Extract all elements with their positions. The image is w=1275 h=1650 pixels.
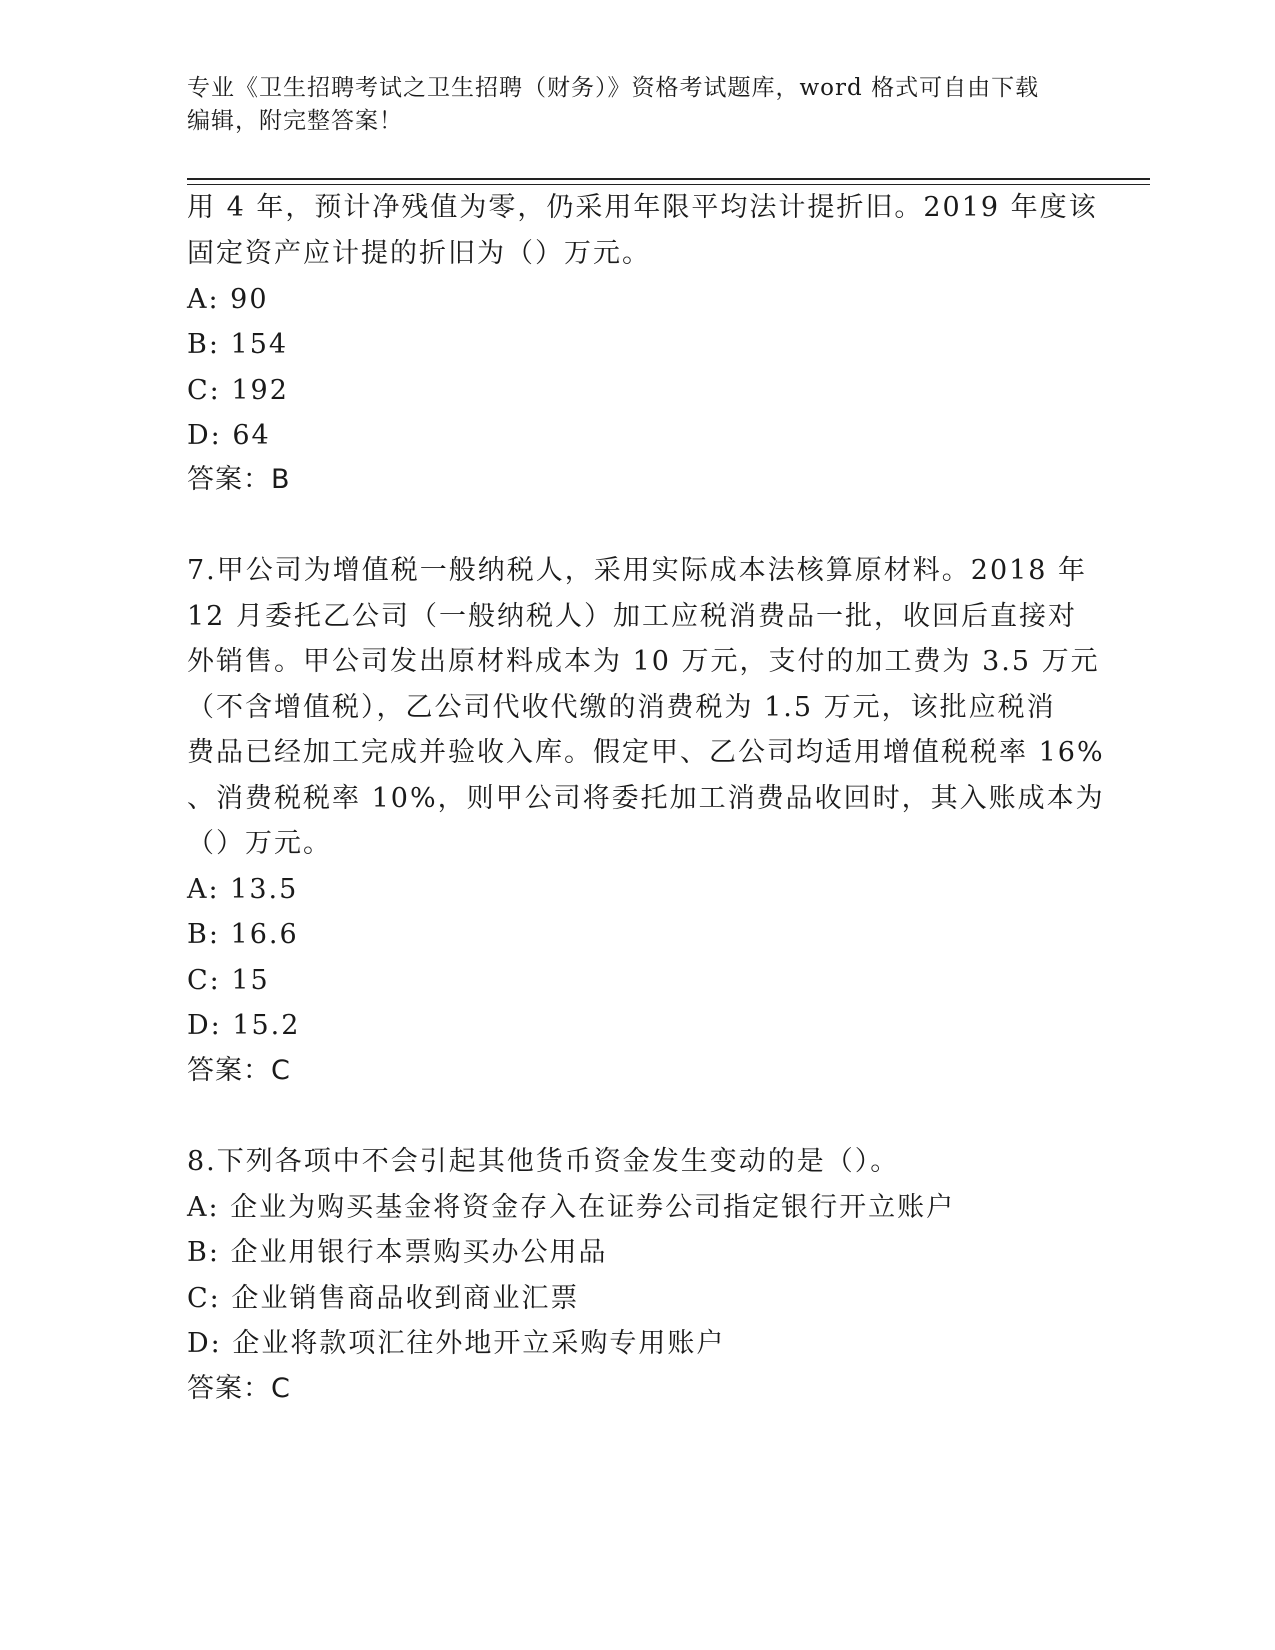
q8-answer: 答案：C xyxy=(187,1373,291,1404)
q6-answer: 答案：B xyxy=(187,464,291,495)
q7-option-c: C: 15 xyxy=(187,965,270,996)
q7-stem-line-3: 外销售。甲公司发出原材料成本为 10 万元，支付的加工费为 3.5 万元 xyxy=(187,646,1100,677)
header-divider-bottom xyxy=(187,184,1150,185)
q6-option-c: C: 192 xyxy=(187,375,289,406)
q8-option-d: D: 企业将款项汇往外地开立采购专用账户 xyxy=(187,1328,726,1359)
q7-stem-line-1: 7.甲公司为增值税一般纳税人，采用实际成本法核算原材料。2018 年 xyxy=(187,555,1088,586)
q7-option-a: A: 13.5 xyxy=(187,874,299,905)
q7-stem-line-7: （）万元。 xyxy=(187,828,332,859)
q8-stem-line-1: 8.下列各项中不会引起其他货币资金发生变动的是（）。 xyxy=(187,1146,900,1177)
q6-stem-line-1: 用 4 年，预计净残值为零，仍采用年限平均法计提折旧。2019 年度该 xyxy=(187,192,1098,223)
header-line-2: 编辑，附完整答案！ xyxy=(187,108,403,134)
q6-option-a: A: 90 xyxy=(187,284,269,315)
q7-stem-line-2: 12 月委托乙公司（一般纳税人）加工应税消费品一批，收回后直接对 xyxy=(187,601,1077,632)
q6-stem-line-2: 固定资产应计提的折旧为（）万元。 xyxy=(187,238,651,269)
q7-stem-line-6: 、消费税税率 10%，则甲公司将委托加工消费品收回时，其入账成本为 xyxy=(187,783,1105,814)
header-divider-top xyxy=(187,178,1150,180)
header-line-1: 专业《卫生招聘考试之卫生招聘（财务）》资格考试题库，word 格式可自由下载 xyxy=(187,75,1040,101)
q8-option-a: A: 企业为购买基金将资金存入在证券公司指定银行开立账户 xyxy=(187,1192,956,1223)
q7-option-d: D: 15.2 xyxy=(187,1010,301,1041)
q6-option-d: D: 64 xyxy=(187,420,271,451)
q7-answer: 答案：C xyxy=(187,1055,291,1086)
q7-stem-line-4: （不含增值税），乙公司代收代缴的消费税为 1.5 万元，该批应税消 xyxy=(187,692,1056,723)
q7-stem-line-5: 费品已经加工完成并验收入库。假定甲、乙公司均适用增值税税率 16% xyxy=(187,737,1105,768)
q8-option-c: C: 企业销售商品收到商业汇票 xyxy=(187,1283,580,1314)
q8-option-b: B: 企业用银行本票购买办公用品 xyxy=(187,1237,608,1268)
q6-option-b: B: 154 xyxy=(187,329,289,360)
page-header xyxy=(187,72,1087,138)
q7-option-b: B: 16.6 xyxy=(187,919,299,950)
